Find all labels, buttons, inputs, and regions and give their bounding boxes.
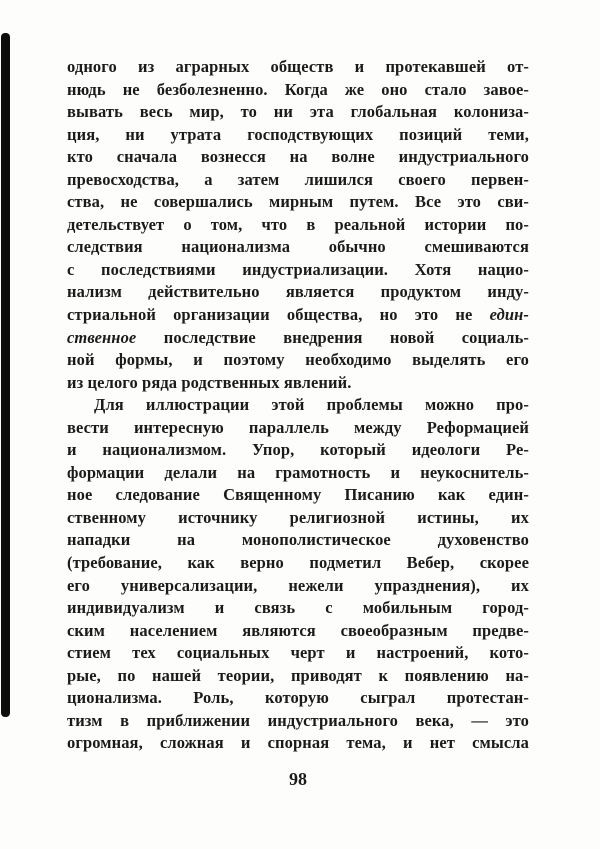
text-segment: нюдь не безболезненно. Когда же оно стало завое- (67, 79, 529, 99)
text-line (67, 484, 529, 507)
text-line (67, 191, 529, 214)
text-line (67, 146, 529, 169)
text-segment: превосходства, а затем лишился своего первен- (67, 169, 529, 189)
text-segment: ной формы, и поэтому необходимо выделять его (67, 350, 529, 370)
text-line (67, 710, 529, 733)
text-line (67, 214, 529, 237)
text-line (67, 620, 529, 643)
italic-text-segment: един- (489, 305, 529, 325)
text-segment: из целого ряда родственных явлений. (67, 372, 352, 392)
text-line (67, 124, 529, 147)
text-segment: нападки на монополистическое духовенство (67, 530, 529, 550)
text-segment: ства, не совершались мирным путем. Все это сви- (67, 192, 529, 212)
italic-text-segment: ственное (67, 327, 137, 347)
text-line (67, 304, 529, 327)
text-segment: Для иллюстрации этой проблемы можно про- (94, 395, 529, 415)
text-line (67, 575, 529, 598)
text-line (67, 56, 529, 79)
text-line (67, 642, 529, 665)
text-segment: ционализма. Роль, которую сыграл протестан- (67, 688, 529, 708)
text-segment: его универсализации, нежели упразднения), их (67, 575, 529, 595)
text-line (67, 236, 529, 259)
text-line (67, 79, 529, 102)
text-segment: ция, ни утрата господствующих позиций теми, (67, 124, 529, 144)
text-line (67, 417, 529, 440)
text-line (67, 327, 529, 350)
text-segment: вести интересную параллель между Реформацией (67, 417, 529, 437)
text-line (67, 349, 529, 372)
text-segment: вывать весь мир, то ни эта глобальная колониза- (67, 102, 529, 122)
scan-gutter-shadow (1, 33, 10, 717)
text-line (67, 439, 529, 462)
page-number: 98 (289, 769, 307, 789)
text-line (67, 552, 529, 575)
text-line (67, 732, 529, 755)
text-segment: стриальной организации общества, но это не (67, 305, 490, 325)
text-line (67, 394, 529, 417)
text-segment: стием тех социальных черт и настроений, кото- (67, 643, 529, 663)
text-segment: индивидуализм и связь с мобильным город- (67, 598, 529, 618)
text-line (67, 507, 529, 530)
text-line (67, 687, 529, 710)
text-segment: ное следование Священному Писанию как един- (67, 485, 529, 505)
page-text (67, 56, 529, 755)
text-segment: рые, по нашей теории, приводят к появлению на- (67, 665, 529, 685)
text-segment: с последствиями индустриализации. Хотя нацио- (67, 259, 529, 279)
text-segment: и национализмом. Упор, который идеологи Ре- (67, 440, 529, 460)
text-segment: последствие внедрения новой социаль- (136, 327, 529, 347)
text-line (67, 529, 529, 552)
text-segment: тизм в приближении индустриального века, — это (67, 710, 529, 730)
text-segment: формации делали на грамотность и неукоснитель- (67, 462, 529, 482)
text-segment: детельствует о том, что в реальной истории по- (67, 214, 529, 234)
text-segment: кто сначала вознесся на волне индустриального (67, 147, 529, 167)
text-segment: следствия национализма обычно смешиваются (67, 237, 529, 257)
text-segment: нализм действительно является продуктом инду- (67, 282, 529, 302)
text-segment: (требование, как верно подметил Вебер, скорее (67, 553, 529, 573)
text-line (67, 462, 529, 485)
text-line (67, 665, 529, 688)
text-segment: ственному источнику религиозной истины, их (67, 507, 529, 527)
text-line (67, 259, 529, 282)
text-segment: огромная, сложная и спорная тема, и нет смысла (67, 733, 529, 753)
text-line (67, 372, 529, 395)
text-line (67, 101, 529, 124)
text-segment: ским населением являются своеобразным предве- (67, 620, 529, 640)
text-line (67, 597, 529, 620)
text-segment: одного из аграрных обществ и протекавшей от- (67, 57, 529, 76)
text-line (67, 169, 529, 192)
text-line (67, 281, 529, 304)
